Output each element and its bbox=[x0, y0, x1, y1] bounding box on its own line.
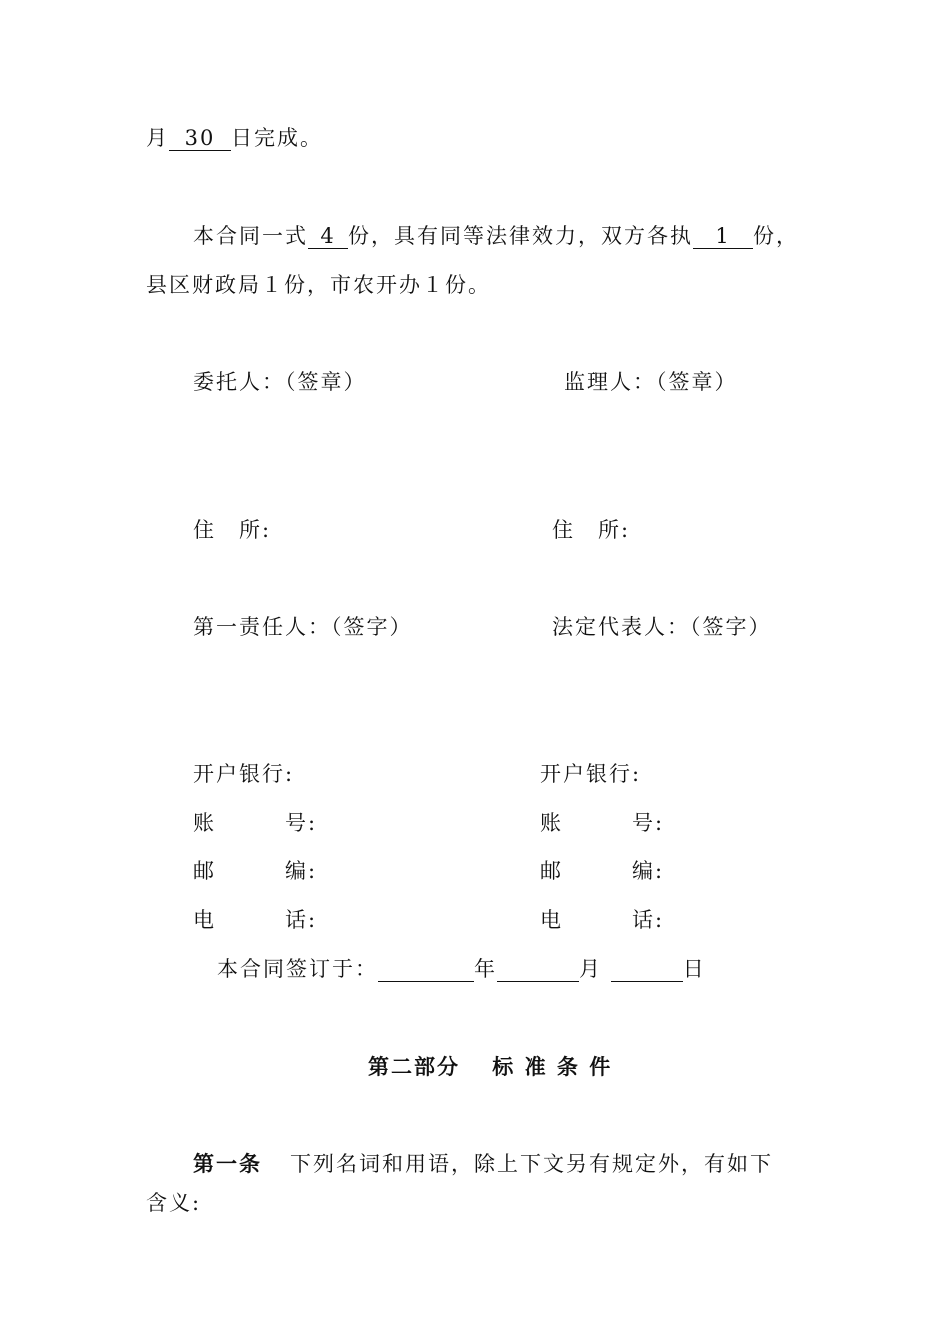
signed-year-label: 年 bbox=[474, 957, 497, 981]
signed-date-line bbox=[217, 955, 706, 983]
signed-month-blank bbox=[497, 957, 579, 982]
copies-text-2: 份，具有同等法律效力，双方各执 bbox=[348, 224, 693, 248]
left-phone-label: 电 话: bbox=[193, 908, 318, 932]
copies-text-1: 本合同一式 bbox=[193, 224, 308, 248]
right-bank-label: 开户银行: bbox=[540, 762, 642, 786]
signed-day-blank bbox=[611, 957, 683, 982]
left-account-label: 账 号: bbox=[193, 811, 318, 835]
copies-text-3: 份， bbox=[753, 224, 799, 248]
right-address-label: 住 所: bbox=[552, 518, 631, 542]
responsible-person-label: 第一责任人：（签字） bbox=[193, 615, 413, 639]
article-1-text: 下列名词和用语，除上下文另有规定外，有如下 bbox=[290, 1152, 773, 1176]
copies-line-2: 县区财政局１份，市农开办１份。 bbox=[146, 273, 491, 297]
right-postcode-label: 邮 编: bbox=[540, 859, 665, 883]
signed-year-blank bbox=[378, 957, 474, 982]
article-1-line bbox=[193, 1150, 773, 1178]
left-postcode-label: 邮 编: bbox=[193, 859, 318, 883]
left-address-label: 住 所: bbox=[193, 518, 272, 542]
copies-each: 1 bbox=[693, 224, 753, 249]
principal-label: 委托人：（签章） bbox=[193, 370, 367, 394]
signed-date-label: 本合同签订于： bbox=[217, 957, 378, 981]
article-1-continuation: 含义: bbox=[146, 1191, 202, 1215]
legal-representative-label: 法定代表人：（签字） bbox=[552, 615, 772, 639]
copies-count: 4 bbox=[308, 224, 348, 249]
section-title: 第二部分 标 准 条 件 bbox=[368, 1055, 613, 1079]
completion-day: 30 bbox=[169, 126, 231, 151]
supervisor-label: 监理人：（签章） bbox=[564, 370, 738, 394]
signed-day-label: 日 bbox=[682, 957, 706, 981]
signed-month-label: 月 bbox=[579, 957, 602, 981]
copies-line bbox=[193, 222, 799, 250]
completion-prefix: 月 bbox=[146, 126, 169, 150]
right-account-label: 账 号: bbox=[540, 811, 665, 835]
completion-line bbox=[146, 124, 323, 152]
article-1-label: 第一条 bbox=[193, 1152, 262, 1176]
right-phone-label: 电 话: bbox=[540, 908, 665, 932]
completion-suffix: 日完成。 bbox=[231, 126, 323, 150]
left-bank-label: 开户银行: bbox=[193, 762, 295, 786]
